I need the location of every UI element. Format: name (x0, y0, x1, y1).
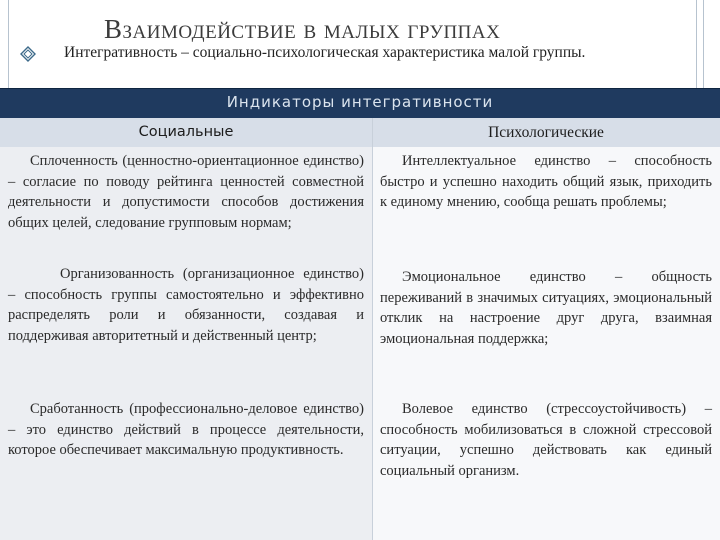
table-cell-text: Сработанность (профессионально-деловое единство) – это единство действий в процессе деятельности, которое обеспечивает максимальную продуктивность. (8, 401, 364, 459)
table-cell-psych-3 (372, 383, 720, 540)
column-header-social-label: Социальные (138, 124, 234, 140)
table-cell-psych-1 (372, 147, 720, 263)
column-divider (372, 118, 373, 540)
column-header-social (0, 118, 372, 148)
table-cell-text: Организованность (организационное единство) – способность группы самостоятельно и эффективно распределять роли и обязанности, создавая и поддерживая авторитетный и действенный центр; (8, 266, 364, 344)
table-cell-social-2 (0, 263, 372, 383)
indicators-table (0, 88, 720, 540)
table-cell-text: Интеллектуальное единство – способность быстро и успешно находить общий язык, приходить к единому мнению, сообща решать проблемы; (380, 153, 712, 211)
table-cell-psych-2 (372, 263, 720, 383)
slide-title: Взаимодействие в малых группах (104, 14, 501, 44)
table-cell-social-1 (0, 147, 372, 263)
frame-line-vertical-left (8, 0, 9, 88)
table-cell-text: Волевое единство (стрессоустойчивость) – способность мобилизоваться в сложной стрессовой ситуации, успешно действовать как единый социальный организм. (380, 401, 712, 479)
table-cell-text: Сплоченность (ценностно-ориентационное единство) – согласие по поводу рейтинга ценностей совместной деятельности и допустимости способов достижения общих целей, следование групповым нормам; (8, 153, 364, 231)
column-header-psych-label: Психологические (488, 124, 604, 141)
table-cell-social-3 (0, 383, 372, 540)
table-header-bar (0, 88, 720, 119)
bullet-row (20, 44, 710, 62)
bullet-text: Интегративность – социально-психологическая характеристика малой группы. (64, 44, 586, 61)
table-header-title: Индикаторы интегративности (226, 93, 494, 111)
table-cell-text: Эмоциональное единство – общность переживаний в значимых ситуациях, эмоциональный отклик на настроение друг друга, взаимная эмоциональная поддержка; (380, 269, 712, 347)
column-header-psych (372, 118, 720, 148)
diamond-bullet-icon (20, 46, 36, 62)
